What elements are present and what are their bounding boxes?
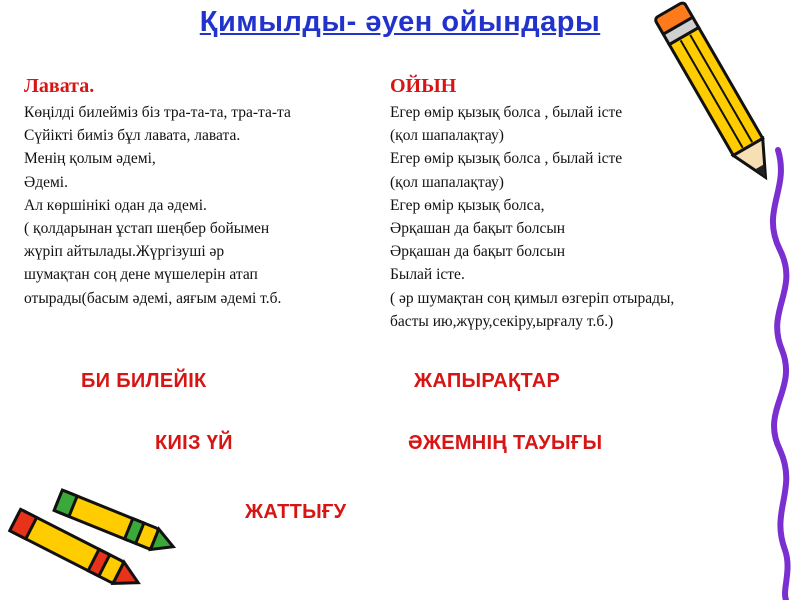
lavata-line: отырады(басым әдемі, аяғым әдемі т.б. [24, 289, 282, 307]
oyin-line: Егер өмір қызық болса , былай істе [390, 150, 623, 168]
oyin-heading: ОЙЫН [390, 75, 457, 97]
oyin-line: Әрқашан да бақыт болсын [390, 243, 566, 261]
game-title-kiiz-uy: КИІЗ ҮЙ [155, 432, 233, 454]
oyin-line: Былай істе. [390, 266, 465, 284]
crayons-icon [2, 480, 202, 598]
lavata-line: Ал көршінікі одан да әдемі. [24, 196, 207, 214]
lavata-section [24, 73, 291, 310]
lavata-line: Әдемі. [24, 173, 68, 191]
oyin-line: Егер өмір қызық болса, [390, 196, 545, 214]
squiggle-line [730, 150, 800, 600]
oyin-line: басты ию,жүру,секіру,ырғалу т.б.) [390, 312, 614, 330]
game-title-zhattygu: ЖАТТЫҒУ [245, 501, 347, 523]
lavata-line: ( қолдарынан ұстап шеңбер бойымен [24, 220, 270, 238]
lavata-heading: Лавата. [24, 75, 95, 97]
lavata-line: жүріп айтылады.Жүргізуші әр [24, 243, 225, 261]
lavata-line: шумақтан соң дене мүшелерін атап [24, 266, 258, 284]
oyin-line: (қол шапалақтау) [390, 127, 504, 145]
game-title-azhemnin-tauygy: ӘЖЕМНІҢ ТАУЫҒЫ [408, 432, 603, 454]
oyin-line: ( әр шумақтан соң қимыл өзгеріп отырады, [390, 289, 675, 307]
game-title-bi-bileyik: БИ БИЛЕЙІК [81, 370, 207, 392]
oyin-line: (қол шапалақтау) [390, 173, 504, 191]
lavata-line: Сүйікті биміз бұл лавата, лавата. [24, 127, 241, 145]
oyin-line: Егер өмір қызық болса , былай істе [390, 104, 623, 121]
oyin-line: Әрқашан да бақыт болсын [390, 220, 566, 238]
oyin-section [390, 73, 674, 333]
page-title: Қимылды- әуен ойындары [199, 6, 601, 38]
lavata-line: Менің қолым әдемі, [24, 150, 156, 168]
lavata-line: Көңілді билейміз біз тра-та-та, тра-та-та [24, 104, 291, 121]
game-title-zhapyraktar: ЖАПЫРАҚТАР [414, 370, 561, 392]
